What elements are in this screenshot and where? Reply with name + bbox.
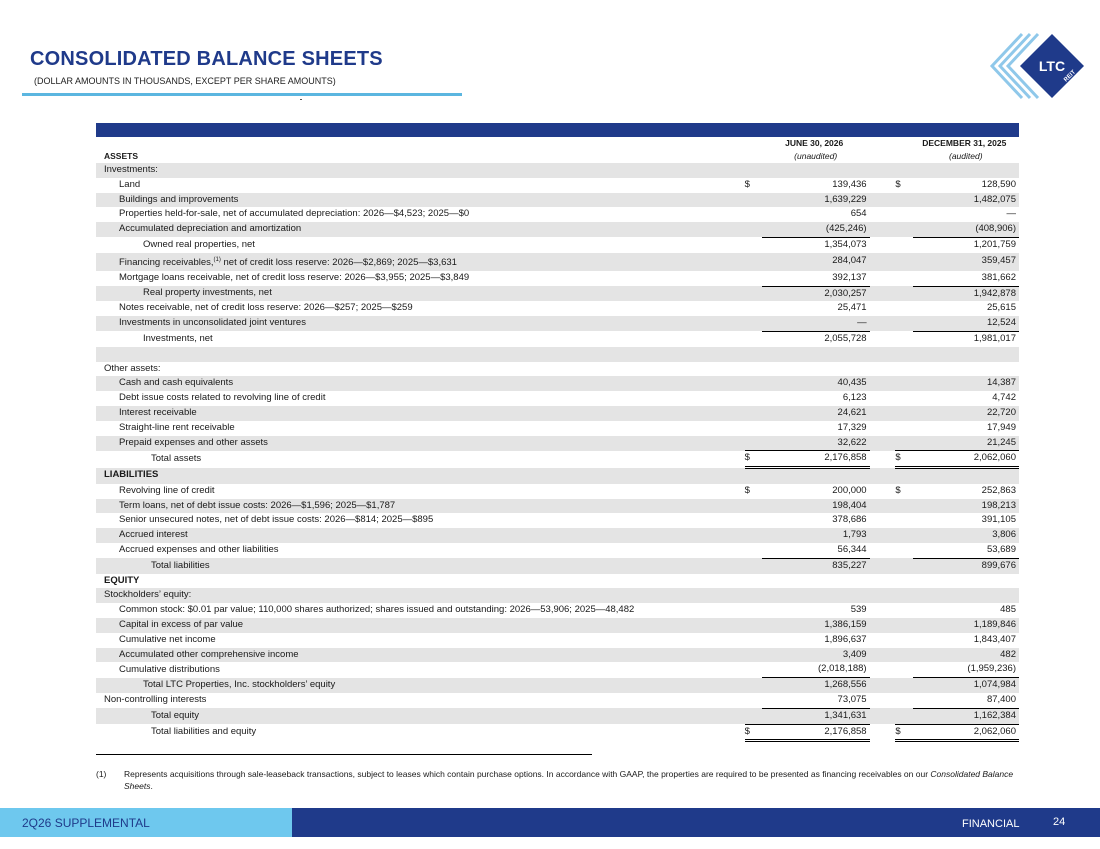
- logo-subtext: REIT: [1063, 69, 1078, 84]
- table-row: Senior unsecured notes, net of debt issue costs: 2026—$814; 2025—$895 378,686 391,105: [119, 514, 1016, 526]
- section-liabilities: LIABILITIES: [96, 468, 745, 484]
- table-row: Buildings and improvements 1,639,229 1,482,075: [96, 193, 1019, 208]
- table-row: Real property investments, net 2,030,257 1,942,878: [96, 286, 1019, 301]
- table-row: Stockholders’ equity:: [96, 588, 1019, 603]
- ltc-reit-logo: [980, 30, 1090, 100]
- table-row: Total liabilities 835,227 899,676: [96, 558, 1019, 573]
- table-row: Other assets:: [104, 362, 161, 374]
- table-row: Debt issue costs related to revolving line of credit 6,123 4,742: [119, 392, 1016, 404]
- footnote: [96, 768, 1016, 792]
- page-subtitle: (DOLLAR AMOUNTS IN THOUSANDS, EXCEPT PER SHARE AMOUNTS): [34, 76, 336, 86]
- section-assets: ASSETS: [104, 151, 139, 161]
- table-row: Term loans, net of debt issue costs: 2026—$1,596; 2025—$1,787 198,404 198,213: [96, 499, 1019, 514]
- table-row: Investments in unconsolidated joint ventures — 12,524: [96, 316, 1019, 331]
- page-number: 24: [1053, 816, 1066, 828]
- table-row: Interest receivable 24,621 22,720: [96, 406, 1019, 421]
- table-row: Prepaid expenses and other assets 32,622 21,245: [96, 436, 1019, 451]
- section-liabilities-row: [96, 468, 1019, 484]
- col-header-jun-2026: JUNE 30, 2026: [785, 138, 844, 148]
- table-row: Total LTC Properties, Inc. stockholders’ equity 1,268,556 1,074,984: [96, 678, 1019, 693]
- footnote-number: (1): [96, 769, 107, 779]
- table-row: Accrued expenses and other liabilities 56,344 53,689: [119, 544, 1016, 556]
- col-header-dec-2025: DECEMBER 31, 2025: [922, 138, 1007, 148]
- table-row: Cumulative net income 1,896,637 1,843,407: [119, 633, 1016, 645]
- table-row: Cash and cash equivalents 40,435 14,387: [96, 376, 1019, 391]
- table-row: Notes receivable, net of credit loss reserve: 2026—$257; 2025—$259 25,471 25,615: [119, 302, 1016, 314]
- table-row: Total liabilities and equity $ 2,176,858 $ 2,062,060: [96, 724, 1019, 741]
- col-sub-audited: (audited): [949, 151, 983, 161]
- table-header-band: [96, 123, 1019, 137]
- table-row: Accumulated depreciation and amortization (425,246) (408,906): [96, 222, 1019, 237]
- section-equity-row: [96, 574, 1019, 589]
- balance-sheet-table: [96, 123, 1019, 742]
- table-row: Straight-line rent receivable 17,329 17,949: [119, 421, 1016, 433]
- table-row: Non-controlling interests 73,075 87,400: [104, 694, 1016, 706]
- table-row: Accrued interest 1,793 3,806: [96, 528, 1019, 543]
- col-sub-unaudited: (unaudited): [794, 151, 838, 161]
- table-row: Investments, net 2,055,728 1,981,017: [96, 331, 1019, 346]
- footnote-text: Represents acquisitions through sale-leaseback transactions, subject to leases which contain purchase options. In accordance with GAAP, the properties are required to be presented as financing receivables on our Consolidated Balance Sheets.: [124, 769, 1014, 791]
- table-row: Cumulative distributions (2,018,188) (1,959,236): [119, 663, 1016, 675]
- table-row: Land $ 139,436 $ 128,590: [119, 178, 1016, 190]
- table-row-spacer: [96, 347, 1019, 362]
- footer-section-label: FINANCIAL: [962, 818, 1020, 830]
- footnote-divider: [96, 754, 592, 755]
- table-row: Revolving line of credit $ 200,000 $ 252,863: [119, 484, 1016, 496]
- footer-report-label: 2Q26 SUPPLEMENTAL: [22, 816, 150, 830]
- page-title: CONSOLIDATED BALANCE SHEETS: [30, 48, 383, 70]
- title-underline: [22, 93, 462, 96]
- table-row: Capital in excess of par value 1,386,159 1,189,846: [96, 618, 1019, 633]
- table-row: Total equity 1,341,631 1,162,384: [96, 708, 1019, 724]
- table-row: Accumulated other comprehensive income 3,409 482: [96, 648, 1019, 663]
- table-row: Common stock: $0.01 par value; 110,000 shares authorized; shares issued and outstanding: 2026—53,906; 2025—48,482 539 485: [119, 604, 1016, 616]
- table-row: Properties held-for-sale, net of accumulated depreciation: 2026—$4,523; 2025—$0 654 —: [119, 208, 1016, 220]
- table-row: Total assets $ 2,176,858 $ 2,062,060: [96, 451, 1019, 468]
- logo-text: LTC: [1038, 58, 1066, 74]
- table-row: Owned real properties, net 1,354,073 1,201,759: [96, 237, 1019, 252]
- section-equity: EQUITY: [104, 574, 140, 586]
- table-row: Financing receivables,$^{(1)}$ net of credit loss reserve: 2026—$2,869; 2025—$3,631 284,047 359,457: [96, 253, 1019, 271]
- table-row: Mortgage loans receivable, net of credit loss reserve: 2026—$3,955; 2025—$3,849 392,137 381,662: [119, 271, 1016, 283]
- divider-dot: [300, 99, 302, 100]
- table-row: Investments:: [96, 163, 1019, 178]
